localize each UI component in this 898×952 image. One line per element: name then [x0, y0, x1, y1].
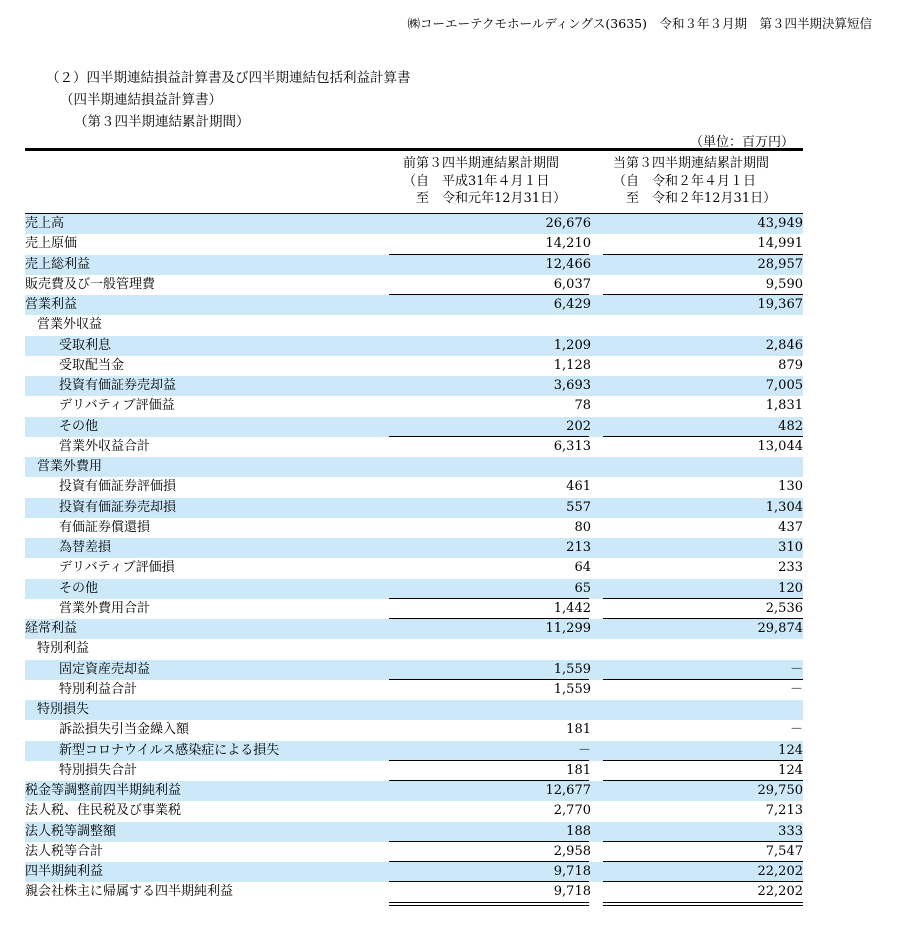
row-label: 営業外費用 [37, 459, 103, 474]
table-row [25, 660, 803, 680]
current-period-value: 1,304 [765, 499, 803, 515]
prev-period-value: 9,718 [553, 884, 591, 900]
row-label: 法人税等調整額 [25, 823, 117, 839]
table-row [25, 842, 803, 862]
income-statement-table [25, 148, 803, 903]
table-row [25, 700, 803, 720]
prev-period-value: 202 [566, 418, 591, 434]
row-label: 訴訟損失引当金繰入額 [59, 722, 190, 738]
table-row [25, 498, 803, 518]
row-label: 販売費及び一般管理費 [25, 276, 156, 292]
prev-period-to: 至 令和元年12月31日） [403, 191, 567, 206]
current-period-to: 至 令和２年12月31日） [613, 191, 777, 206]
current-period-header [613, 155, 776, 208]
current-period-value: 7,213 [765, 803, 803, 819]
current-period-value: 120 [778, 580, 803, 596]
current-period-from: （自 令和２年４月１日 [613, 173, 757, 189]
current-period-title: 当第３四半期連結累計期間 [613, 156, 770, 171]
unit-label: （単位：百万円） [690, 135, 795, 150]
table-row [25, 599, 803, 619]
current-period-value: 13,044 [757, 438, 803, 454]
prev-period-title: 前第３四半期連結累計期間 [403, 156, 560, 171]
current-period-value: 437 [778, 519, 803, 535]
current-period-value: 333 [778, 823, 803, 839]
row-label: 四半期純利益 [25, 864, 104, 879]
table-row [25, 295, 803, 315]
prev-period-value: 1,559 [553, 681, 591, 697]
table-row [25, 761, 803, 781]
prev-period-value: 12,466 [545, 256, 591, 272]
row-label: 営業外費用合計 [59, 600, 151, 616]
table-row [25, 336, 803, 356]
section-title: （２）四半期連結損益計算書及び四半期連結包括利益計算書 [46, 70, 411, 86]
prev-period-value: 461 [566, 479, 591, 495]
prev-period-value: 1,559 [553, 661, 591, 677]
prev-period-value: 181 [566, 722, 591, 738]
prev-period-value: 188 [566, 823, 591, 839]
prev-period-value: 9,718 [553, 864, 591, 879]
row-label: 営業外収益合計 [59, 438, 151, 454]
row-label: 経常利益 [25, 621, 78, 636]
prev-period-value: 6,429 [553, 297, 591, 312]
statement-title: （四半期連結損益計算書） [60, 92, 222, 108]
current-period-value: 22,202 [757, 884, 803, 900]
current-period-value: 7,005 [765, 378, 803, 393]
prev-period-value: 3,693 [553, 378, 591, 393]
prev-period-value: 80 [574, 519, 591, 535]
row-label: 法人税、住民税及び事業税 [25, 803, 182, 819]
row-label: 為替差損 [59, 540, 112, 555]
table-row [25, 862, 803, 882]
prev-period-value: 14,210 [545, 236, 591, 252]
current-period-value: 1,831 [765, 398, 803, 414]
table-row [25, 639, 803, 659]
row-label: 特別損失 [37, 702, 90, 717]
current-period-value: 233 [778, 560, 803, 576]
prev-period-value: － [577, 742, 591, 758]
row-label: 受取配当金 [59, 357, 125, 373]
current-period-value: 879 [778, 357, 803, 373]
total-double-rule [603, 902, 803, 906]
table-row [25, 720, 803, 740]
row-label: 投資有価証券売却益 [59, 378, 177, 393]
table-row [25, 781, 803, 801]
current-period-value: 124 [778, 762, 803, 778]
table-row [25, 801, 803, 821]
table-row [25, 255, 803, 275]
row-label: 売上総利益 [25, 256, 91, 272]
table-row [25, 214, 803, 234]
current-period-value: 130 [778, 479, 803, 495]
row-label: その他 [59, 580, 99, 596]
prev-period-from: （自 平成31年４月１日 [403, 173, 550, 189]
row-label: 特別利益 [37, 641, 90, 657]
table-row [25, 234, 803, 254]
prev-period-value: 64 [574, 560, 591, 576]
current-period-value: 22,202 [757, 864, 803, 879]
table-body [25, 214, 803, 903]
current-period-value: 310 [778, 540, 803, 555]
current-period-value: － [789, 681, 803, 697]
current-period-value: 7,547 [765, 843, 803, 859]
prev-period-value: 1,442 [553, 600, 591, 616]
row-label: 新型コロナウイルス感染症による損失 [59, 742, 280, 758]
table-row [25, 882, 803, 902]
row-label: 税金等調整前四半期純利益 [25, 783, 182, 798]
table-row [25, 477, 803, 497]
table-row [25, 417, 803, 437]
row-label: 営業外収益 [37, 317, 103, 333]
table-row [25, 680, 803, 700]
table-row [25, 619, 803, 639]
current-period-value: 482 [778, 418, 803, 434]
current-period-value: 19,367 [757, 297, 803, 312]
prev-period-value: 11,299 [545, 621, 591, 636]
current-period-value: － [789, 661, 803, 677]
row-label: 特別損失合計 [59, 762, 138, 778]
row-label: 親会社株主に帰属する四半期純利益 [25, 884, 234, 900]
prev-period-value: 6,037 [553, 276, 591, 292]
prev-period-header [403, 155, 566, 208]
table-row [25, 396, 803, 416]
prev-period-value: 2,958 [553, 843, 591, 859]
current-period-value: 28,957 [757, 256, 803, 272]
current-period-value: － [789, 722, 803, 738]
row-label: デリバティブ評価益 [59, 398, 175, 414]
current-period-value: 2,846 [765, 337, 803, 353]
table-row [25, 579, 803, 599]
row-label: その他 [59, 418, 99, 434]
current-period-value: 29,750 [757, 783, 803, 798]
current-period-value: 43,949 [757, 216, 803, 231]
current-period-value: 2,536 [765, 600, 803, 616]
row-label: 売上原価 [25, 236, 78, 252]
table-row [25, 822, 803, 842]
prev-period-value: 6,313 [553, 438, 591, 454]
table-row [25, 457, 803, 477]
table-row [25, 741, 803, 761]
prev-period-value: 26,676 [545, 216, 591, 231]
table-row [25, 558, 803, 578]
row-label: 投資有価証券売却損 [59, 499, 177, 515]
row-label: 法人税等合計 [25, 843, 104, 859]
row-label: 特別利益合計 [59, 681, 138, 697]
prev-period-value: 1,209 [553, 337, 591, 353]
row-label: 営業利益 [25, 297, 78, 312]
current-period-value: 14,991 [757, 236, 803, 252]
table-row [25, 275, 803, 295]
current-period-value: 9,590 [765, 276, 803, 292]
table-header [25, 148, 803, 214]
prev-period-value: 1,128 [553, 357, 591, 373]
row-label: 有価証券償還損 [59, 519, 151, 535]
current-period-value: 29,874 [757, 621, 803, 636]
row-label: 固定資産売却益 [59, 661, 151, 677]
table-row [25, 315, 803, 335]
total-double-rule [389, 902, 589, 906]
table-row [25, 376, 803, 396]
row-label: 受取利息 [59, 337, 112, 353]
table-row [25, 518, 803, 538]
prev-period-value: 213 [566, 540, 591, 555]
document-header: ㈱コーエーテクモホールディングス(3635) 令和３年３月期 第３四半期決算短信 [407, 16, 872, 31]
period-title: （第３四半期連結累計期間） [74, 114, 250, 130]
row-label: 売上高 [25, 216, 65, 231]
prev-period-value: 78 [574, 398, 591, 414]
prev-period-value: 181 [566, 762, 591, 778]
prev-period-value: 557 [566, 499, 591, 515]
row-label: デリバティブ評価損 [59, 560, 175, 576]
prev-period-value: 12,677 [545, 783, 591, 798]
current-period-value: 124 [778, 742, 803, 758]
table-row [25, 437, 803, 457]
row-label: 投資有価証券評価損 [59, 479, 177, 495]
table-row [25, 538, 803, 558]
prev-period-value: 2,770 [553, 803, 591, 819]
prev-period-value: 65 [574, 580, 591, 596]
table-row [25, 356, 803, 376]
